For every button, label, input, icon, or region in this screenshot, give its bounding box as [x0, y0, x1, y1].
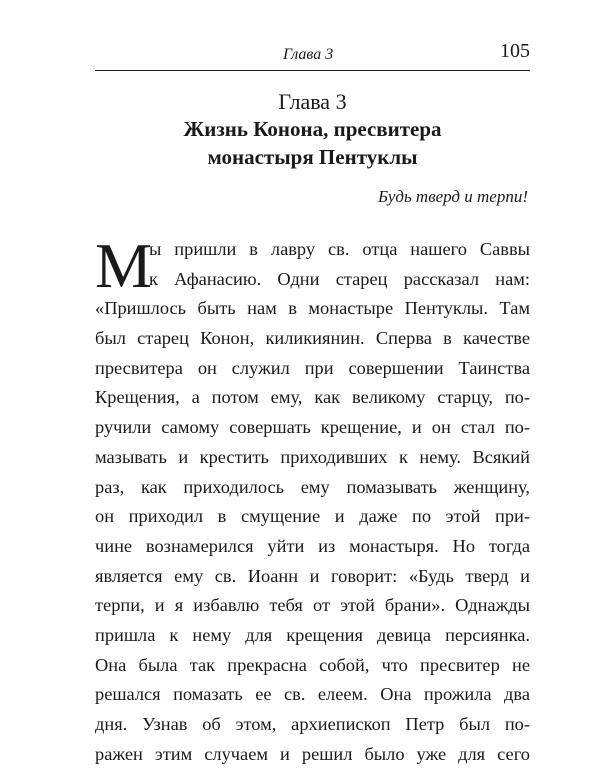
chapter-title-line-1: Жизнь Конона, пресвитера — [183, 117, 442, 141]
chapter-title-line-2: монастыря Пентуклы — [207, 145, 418, 169]
text-line: Крещения, а потом ему, как великому старцу, по- — [95, 387, 530, 408]
body-text — [95, 230, 530, 769]
text-line: решался помазать ее св. елеем. Она прожила два — [95, 684, 530, 705]
text-line: «Пришлось быть нам в монастыре Пентуклы. Там — [95, 298, 530, 319]
text-line: дня. Узнав об этом, архиепископ Петр был по- — [95, 714, 530, 734]
header-rule — [95, 70, 530, 71]
text-line: Она была так прекрасна собой, что пресвитер не — [95, 654, 530, 675]
text-line: ражен этим случаем и решил было уже для сего — [95, 743, 530, 764]
text-line: является ему св. Иоанн и говорит: «Будь тверд и — [95, 565, 530, 586]
text-line: чине вознамерился уйти из монастыря. Но тогда — [95, 535, 530, 556]
drop-cap: М — [95, 230, 152, 301]
chapter-number: Глава 3 — [278, 89, 347, 114]
text-line: ы пришли в лавру св. отца нашего Саввы — [149, 239, 530, 259]
text-line: раз, как приходилось ему помазывать женщину, — [95, 476, 530, 497]
text-line: к Афанасию. Одни старец рассказал нам: — [149, 268, 530, 289]
text-line: терпи, и я избавлю тебя от этой брани». Однажды — [95, 595, 530, 616]
running-head — [95, 40, 530, 68]
text-line: был старец Конон, киликиянин. Сперва в качестве — [95, 328, 530, 349]
text-line: он приходил в смущение и даже по этой при- — [95, 506, 530, 527]
running-head-chapter: Глава 3 — [283, 46, 334, 63]
epigraph: Будь тверд и терпи! — [378, 187, 528, 206]
text-line: пришла к нему для крещения девица персиянка. — [95, 624, 530, 645]
text-line: пресвитера он служил при совершении Таинства — [95, 357, 530, 378]
text-line: ручили самому совершать крещение, и он стал по- — [95, 417, 530, 438]
text-line: мазывать и крестить приходивших к нему. Всякий — [95, 446, 530, 467]
page-number: 105 — [500, 40, 530, 62]
chapter-heading — [95, 89, 530, 171]
